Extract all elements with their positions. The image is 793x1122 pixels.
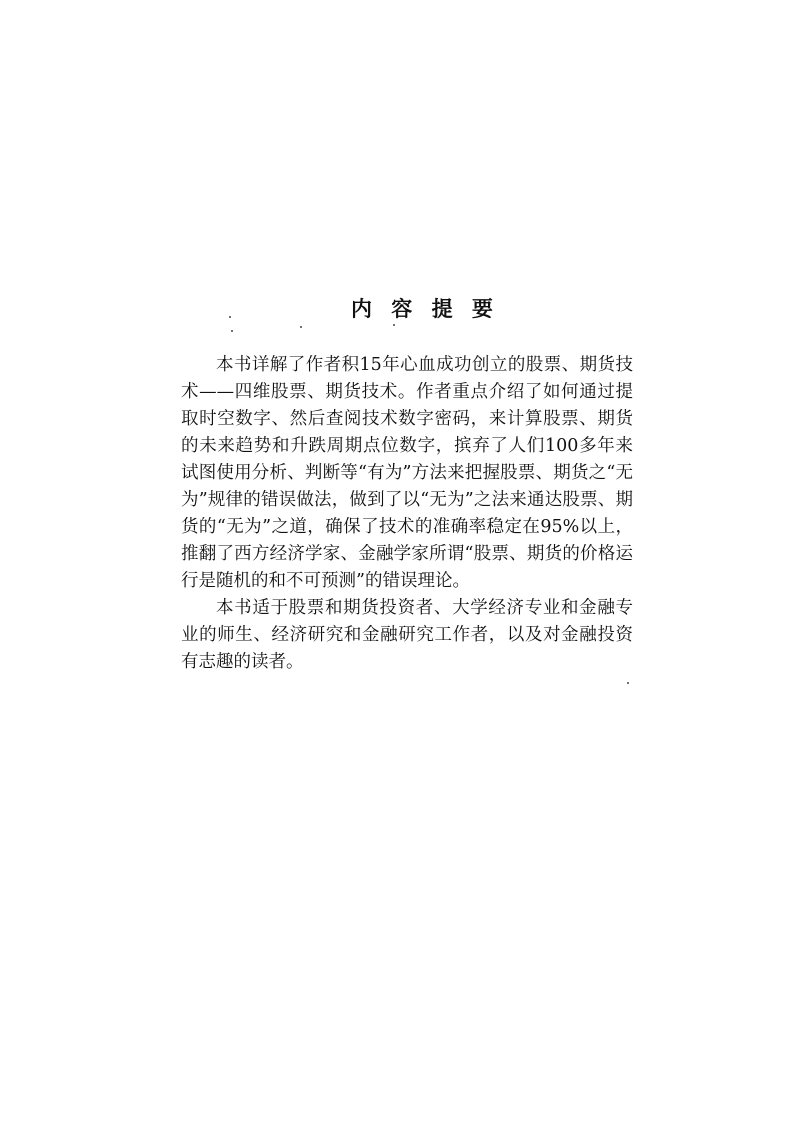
summary-text — [181, 352, 633, 676]
summary-paragraph-2: 本书适于股票和期货投资者、大学经济专业和金融专业的师生、经济研究和金融研究工作者，以及对金融投资有志趣的读者。 — [181, 598, 633, 672]
scan-speck — [393, 324, 395, 326]
scan-speck — [627, 682, 629, 684]
section-title: 内 容 提 要 — [351, 296, 499, 321]
summary-paragraph-1: 本书详解了作者积15年心血成功创立的股票、期货技术——四维股票、期货技术。作者重点介绍了如何通过提取时空数字、然后查阅技术数字密码，来计算股票、期货的未来趋势和升跌周期点位数字，摈弃了人们100多年来试图使用分析、判断等“有为”方法来把握股票、期货之“无为”规律的错误做法，做到了以“无为”之法来通达股票、期货的“无为”之道，确保了技术的准确率稳定在95%以上，推翻了西方经济学家、金融学家所谓“股票、期货的价格运行是随机的和不可预测”的错误理论。 — [181, 355, 633, 591]
scan-speck — [231, 330, 233, 332]
scan-speck — [300, 326, 302, 328]
scan-speck — [229, 316, 231, 318]
